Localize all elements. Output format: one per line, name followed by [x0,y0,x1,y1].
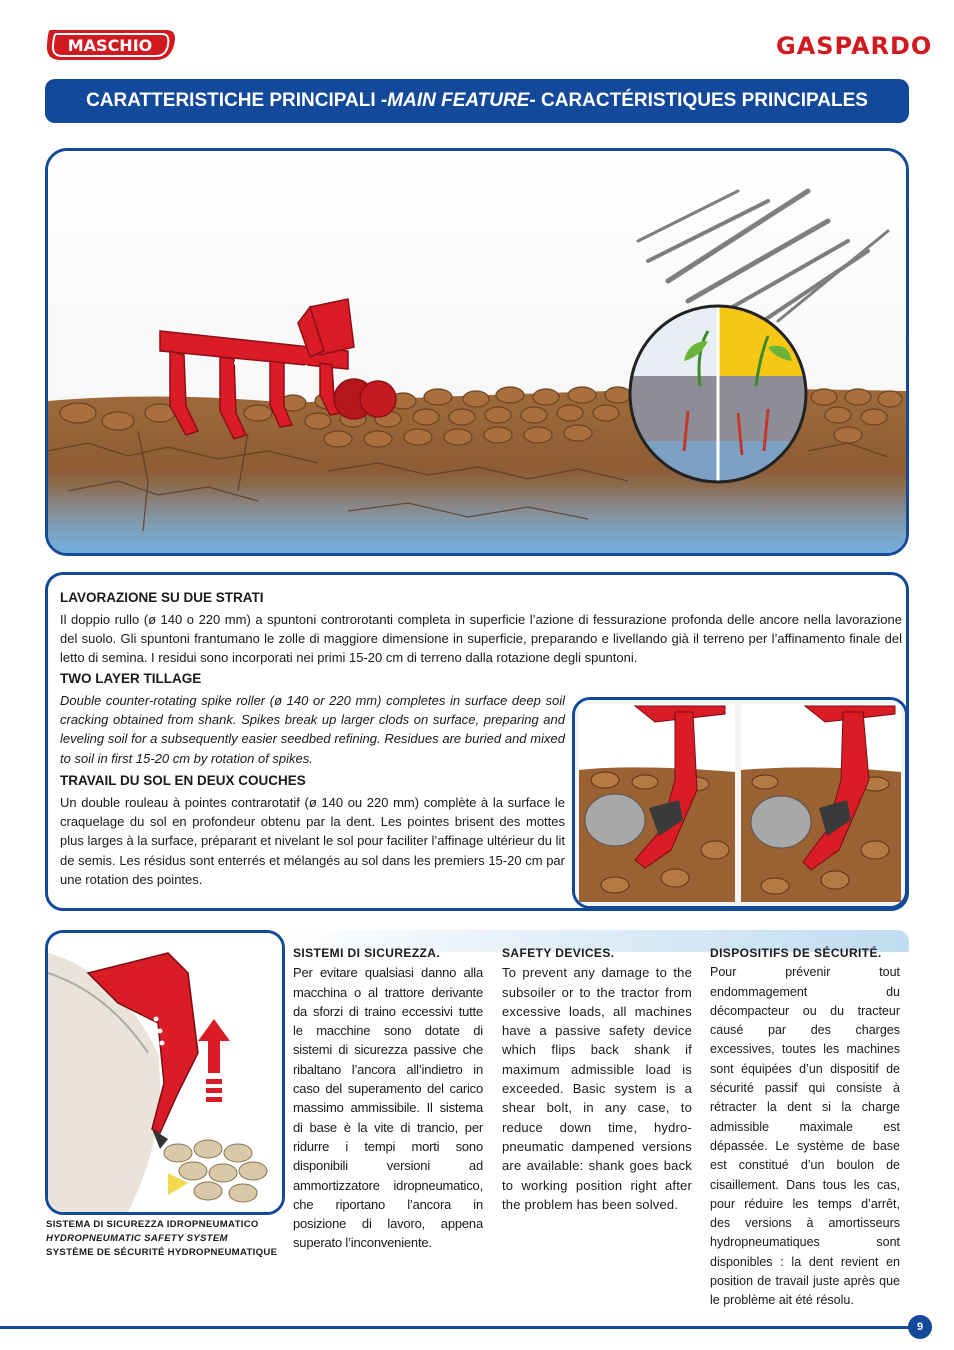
gaspardo-logo: GASPARDO [776,32,933,60]
safety-body-en: To prevent any damage to the subsoiler or to the tractor from excessive loads, all machines have a passive safety device which flips back shank if maximum admissible load is exceeded. Basic system is a shear bolt, in any case, to reduce down time, hydro-pneumatic dampened versions are available: shank goes back to working position right after the problem has been solved. [502,965,692,1212]
tillage-title-it: LAVORAZIONE SU DUE STRATI [60,590,264,605]
safety-title-en: SAFETY DEVICES. [502,946,615,960]
footer-rule [0,1326,912,1329]
maschio-logo [44,24,178,66]
tillage-title-fr: TRAVAIL DU SOL EN DEUX COUCHES [60,773,306,788]
safety-body-fr: Pour prévenir tout endommagement du décompacteur ou du tracteur causé par des charges excessives, toutes les machines sont équipées d’un dispositif de sécurité passif qui consiste à rétracter la dent si la charge admissible maximale est dépassée. Le système de base est constitué d’un boulon de cisaillement. Dans tous les cas, pour réduire les temps d’arrêt, des versions à amortisseurs hydropneumatiques sont disponibles : la dent revient en position de travail juste après que le problème ait été résolu. [710,965,900,1308]
safety-column-it [293,944,483,1253]
title-french: - CARACTÉRISTIQUES PRINCIPALES [529,90,868,111]
safety-system-illustration [45,930,285,1215]
safety-title-fr: DISPOSITIFS DE SÉCURITÉ. [710,946,882,960]
safety-column-en [502,944,692,1214]
safety-column-fr [710,944,900,1311]
safety-title-it: SISTEMI DI SICUREZZA. [293,946,441,960]
tillage-body-it: Il doppio rullo (ø 140 o 220 mm) a spuntoni controrotanti completa in superficie l’azione di fessurazione profonda delle ancore nella lavorazione del suolo. Gli spuntoni frantumano le zolle di maggiore dimensione in superficie, preparando e livellando già il terreno per l’affinamento finale del letto di semina. I residui sono incorporati nei primi 15-20 cm di terreno dalla rotazione degli spuntoni. [60,612,902,666]
title-english: MAIN FEATURE [387,90,530,111]
safety-body-it: Per evitare qualsiasi danno alla macchina o al trattore derivante da sforzi di traino eccessivi tutte le macchine sono dotate di sistemi di sicurezza passive che ribaltano l’ancora all’indietro in caso del superamento del carico massimo ammissibile. Il sistema di base è la vite di trancio, per ridurre i tempi morti sono disponibili versioni ad ammortizzatore idropneumatico, che riportano l’ancora in posizione di lavoro, appena superato l’inconveniente. [293,965,483,1251]
caption-safety-it: SISTEMA DI SICUREZZA IDROPNEUMATICO [46,1219,259,1230]
title-italian: CARATTERISTICHE PRINCIPALI - [86,90,388,111]
shank-detail-illustration [572,697,908,909]
caption-safety-en: HYDROPNEUMATIC SAFETY SYSTEM [46,1233,228,1244]
page-title [45,79,909,123]
subsoiler-illustration [45,148,909,556]
tillage-body-en: Double counter-rotating spike roller (ø 140 or 220 mm) completes in surface deep soil cracking obtained from shank. Spikes break up larger clods on surface, preparing and leveling soil for a subsequently easier seedbed refining. Residues are buried and mixed to soil in first 15-20 cm by rotation of spikes. [60,693,565,766]
page-number: 9 [908,1315,932,1339]
tillage-title-en: TWO LAYER TILLAGE [60,671,202,686]
svg-text:MASCHIO: MASCHIO [67,36,153,55]
tillage-body-fr: Un double rouleau à pointes contrarotatif (ø 140 ou 220 mm) complète à la surface le craquelage du sol en profondeur obtenu par la dent. Les pointes brisent des mottes plus larges à la surface, préparant et nivelant le sol pour faciliter l’affinage ultérieur du lit de semis. Les résidus sont enterrés et mélangés au sol dans les premiers 15-20 cm par une rotation des pointes. [60,795,565,887]
caption-safety-fr: SYSTÈME DE SÉCURITÉ HYDROPNEUMATIQUE [46,1247,278,1258]
